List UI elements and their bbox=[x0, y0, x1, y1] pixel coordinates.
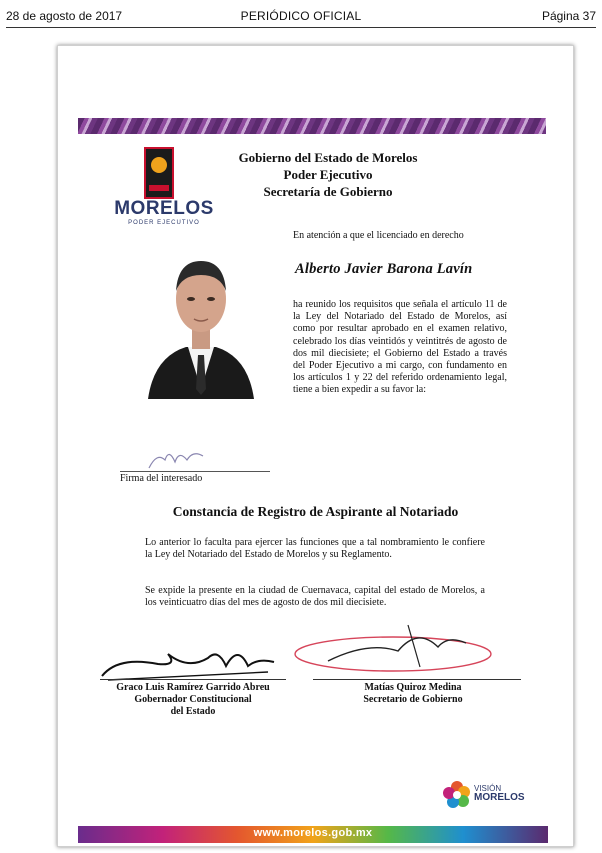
body-paragraph-1: ha reunido los requisitos que señala el artículo 11 de la Ley del Notariado del Estado de Morelos, así como por resultar aprobado en el examen relativo, celebrado los días veintidós y veintitrés de agosto de dos mil diecisiete; el Gobierno del Estado a través del Poder Ejecutivo a mi cargo, con fundamento en los artículos 1 y 22 del referido ordenamiento legal, tiene a bien expedir a su favor la: bbox=[293, 299, 507, 396]
secretary-name: Matías Quiroz Medina bbox=[364, 682, 462, 693]
recipient-name: Alberto Javier Barona Lavín bbox=[295, 261, 473, 277]
portrait-photo bbox=[146, 239, 256, 399]
secretary-role: Secretario de Gobierno bbox=[363, 694, 463, 705]
vision-morelos-flower-icon bbox=[443, 781, 471, 809]
logo-name: MORELOS bbox=[114, 198, 214, 219]
header-publication: PERIÓDICO OFICIAL bbox=[240, 9, 362, 23]
bottom-decorative-band bbox=[78, 826, 548, 843]
applicant-signature-line bbox=[120, 471, 270, 472]
governor-signature-line bbox=[100, 679, 286, 680]
governor-role-2: del Estado bbox=[170, 706, 216, 717]
morelos-shield-icon bbox=[144, 147, 174, 199]
logo-subtitle: PODER EJECUTIVO bbox=[128, 220, 200, 226]
page-header bbox=[6, 9, 596, 27]
certificate-document bbox=[57, 45, 574, 847]
header-page-number: Página 37 bbox=[541, 9, 596, 23]
certificate-title: Constancia de Registro de Aspirante al Notariado bbox=[172, 504, 459, 519]
top-decorative-band bbox=[78, 118, 546, 134]
body-paragraph-3: Se expide la presente en la ciudad de Cuernavaca, capital del estado de Morelos, a los veinticuatro días del mes de agosto de dos mil diecisiete. bbox=[145, 585, 485, 609]
body-paragraph-2: Lo anterior lo faculta para ejercer las funciones que a tal nombramiento le confiere la Ley del Notariado del Estado de Morelos y su Reglamento. bbox=[145, 537, 485, 561]
header-divider bbox=[6, 27, 596, 28]
applicant-signature-label: Firma del interesado bbox=[120, 473, 203, 484]
governor-signer-block bbox=[83, 682, 303, 718]
vision-morelos-logo bbox=[474, 784, 525, 802]
intro-text: En atención a que el licenciado en derecho bbox=[293, 230, 464, 241]
header-date: 28 de agosto de 2017 bbox=[6, 9, 123, 23]
applicant-signature bbox=[143, 446, 213, 472]
secretary-signer-block bbox=[313, 682, 513, 706]
heading-line-2: Poder Ejecutivo bbox=[283, 167, 373, 182]
secretary-signature bbox=[288, 621, 498, 676]
footer-url: www.morelos.gob.mx bbox=[253, 827, 373, 839]
secretary-signature-line bbox=[313, 679, 521, 680]
heading-line-1: Gobierno del Estado de Morelos bbox=[238, 150, 418, 165]
heading-line-3: Secretaría de Gobierno bbox=[263, 184, 393, 199]
governor-signature bbox=[98, 636, 278, 684]
governor-role-1: Gobernador Constitucional bbox=[134, 694, 252, 705]
governor-name: Graco Luis Ramírez Garrido Abreu bbox=[116, 682, 270, 693]
vision-line-2: MORELOS bbox=[474, 792, 525, 803]
document-heading bbox=[208, 149, 448, 200]
vision-line-1: VISIÓN bbox=[474, 784, 502, 793]
